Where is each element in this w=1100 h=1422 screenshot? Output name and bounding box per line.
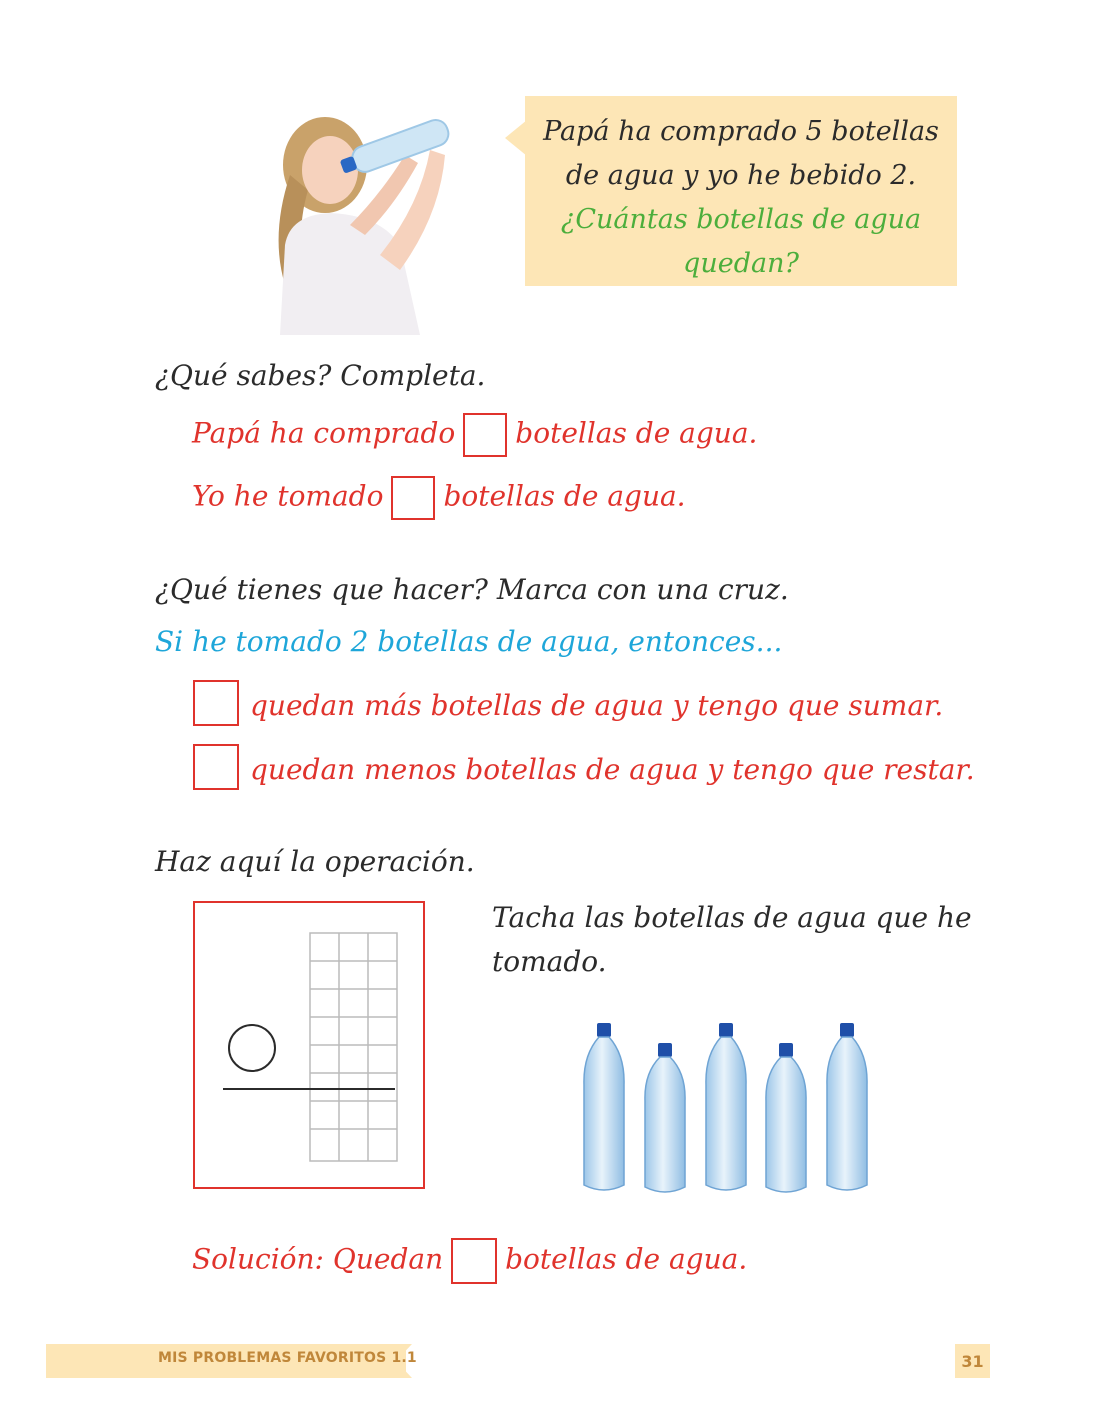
page-number: 31 [955,1344,990,1378]
speech-bubble-tail [505,120,527,156]
instruction-line-1: Tacha las botellas de agua que he [492,901,972,934]
drunk-count-input-box[interactable] [391,476,435,520]
operator-circle [229,1025,275,1071]
problem-question-line-2: quedan? [683,248,799,279]
operation-frame[interactable] [193,901,425,1189]
bottle-1 [584,1023,624,1190]
footer-book-title: MIS PROBLEMAS FAVORITOS 1.1 [158,1350,417,1366]
section-1-row-1 [192,413,757,457]
option-sum-label: quedan más botellas de agua y tengo que sumar. [250,689,944,722]
solution-input-box[interactable] [451,1238,497,1284]
speech-bubble [525,96,957,286]
problem-statement-line-2: de agua y yo he bebido 2. [565,160,917,191]
solution-text-after: botellas de agua. [505,1242,748,1276]
instruction-line-2: tomado. [492,945,607,978]
operation-grid [195,903,423,1187]
section-2-subheading: Si he tomado 2 botellas de agua, entonces... [155,625,783,658]
bottle-3 [706,1023,746,1190]
water-bottles-illustration[interactable] [570,1015,880,1205]
section-1-heading: ¿Qué sabes? Completa. [155,359,486,392]
section-1-row-2 [192,476,686,520]
solution-row [192,1238,747,1284]
problem-question-line-1: ¿Cuántas botellas de agua [560,204,922,235]
row-1-text-before: Papá ha comprado [192,416,456,450]
section-3-heading: Haz aquí la operación. [155,845,475,878]
row-2-text-before: Yo he tomado [192,479,384,513]
instruction-text [492,896,972,984]
bottle-5 [827,1023,867,1190]
option-subtract-checkbox[interactable] [193,744,239,790]
row-1-text-after: botellas de agua. [515,416,758,450]
row-2-text-after: botellas de agua. [443,479,686,513]
bottle-4 [766,1043,806,1192]
bought-count-input-box[interactable] [463,413,507,457]
option-subtract-label: quedan menos botellas de agua y tengo que restar. [250,753,975,786]
girl-drinking-illustration [230,95,470,335]
option-sum-checkbox[interactable] [193,680,239,726]
solution-text-before: Solución: Quedan [192,1242,444,1276]
section-2-heading: ¿Qué tienes que hacer? Marca con una cruz. [155,573,789,606]
bottle-2 [645,1043,685,1192]
problem-statement-line-1: Papá ha comprado 5 botellas [543,116,939,147]
